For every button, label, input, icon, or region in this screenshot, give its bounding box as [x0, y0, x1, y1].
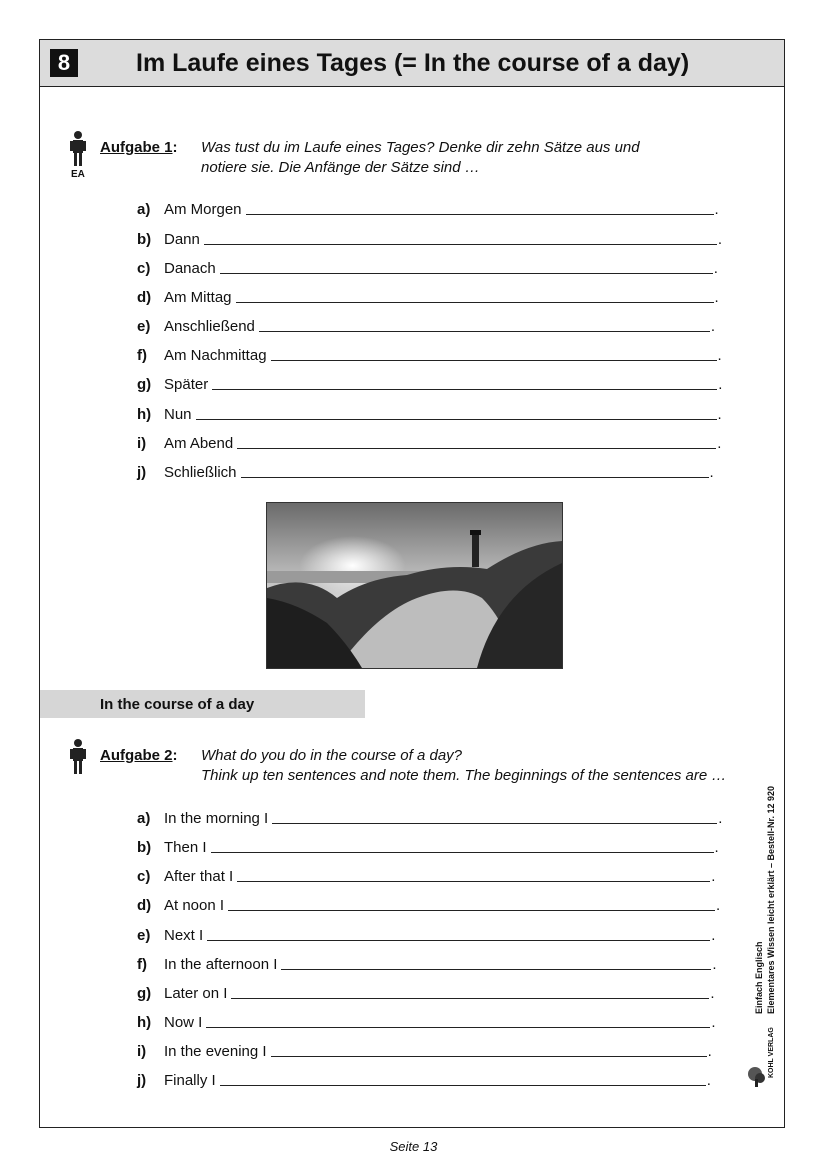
answer-line[interactable]: [212, 375, 717, 390]
period: .: [714, 839, 719, 856]
sentence-start: Dann: [164, 231, 200, 248]
task-1-item: [137, 286, 719, 306]
period: .: [716, 897, 721, 914]
answer-line[interactable]: [259, 317, 710, 332]
period: .: [718, 376, 723, 393]
sentence-start: Am Nachmittag: [164, 347, 267, 364]
sentence-start: Then I: [164, 839, 207, 856]
item-letter: d): [137, 289, 152, 306]
task-2-instruction-line-2: Think up ten sentences and note them. The beginnings of the sentences are …: [201, 767, 727, 784]
period: .: [710, 318, 716, 335]
section-title: In the course of a day: [100, 696, 255, 713]
task-1-item: [137, 373, 722, 393]
period: .: [712, 956, 717, 973]
period: .: [710, 985, 715, 1002]
sidebar-book-title: Einfach Englisch: [754, 941, 764, 1014]
period: .: [714, 201, 719, 218]
answer-line[interactable]: [281, 955, 711, 970]
student-figure-icon: [70, 130, 86, 168]
period: .: [711, 868, 716, 885]
sentence-start: Am Morgen: [164, 201, 242, 218]
item-letter: g): [137, 985, 152, 1002]
task-1-instruction-line-1: Was tust du im Laufe eines Tages? Denke dir zehn Sätze aus und: [201, 139, 640, 156]
item-letter: e): [137, 927, 151, 944]
period: .: [717, 435, 722, 452]
period: .: [711, 1014, 716, 1031]
answer-line[interactable]: [231, 984, 709, 999]
task-2-item: [137, 865, 715, 885]
answer-line[interactable]: [237, 867, 710, 882]
item-letter: b): [137, 839, 152, 856]
task-1-item: [137, 432, 721, 452]
header-bar: [40, 40, 784, 87]
sentence-start: In the afternoon I: [164, 956, 278, 973]
answer-line[interactable]: [237, 434, 716, 449]
task-2-item: [137, 1069, 711, 1089]
item-letter: c): [137, 868, 151, 885]
answer-line[interactable]: [206, 1013, 710, 1028]
task-1-item: [137, 315, 715, 335]
sentence-start: In the evening I: [164, 1043, 267, 1060]
task-2-item: [137, 836, 719, 856]
publisher-name: KOHL VERLAG: [768, 1027, 775, 1078]
item-letter: j): [137, 464, 147, 481]
period: .: [713, 260, 718, 277]
item-letter: d): [137, 897, 152, 914]
sentence-start: Nun: [164, 406, 192, 423]
item-letter: e): [137, 318, 151, 335]
answer-line[interactable]: [241, 463, 709, 478]
period: .: [718, 810, 723, 827]
sentence-start: Später: [164, 376, 209, 393]
sentence-start: Finally I: [164, 1072, 216, 1089]
worksheet-frame: [39, 39, 785, 1128]
item-letter: h): [137, 406, 152, 423]
sentence-start: After that I: [164, 868, 234, 885]
period: .: [711, 927, 716, 944]
period: .: [717, 231, 723, 248]
page-title: Im Laufe eines Tages (= In the course of a day): [136, 49, 690, 77]
sentence-start: At noon I: [164, 897, 225, 914]
lighthouse-dunes-photo: [266, 502, 563, 669]
answer-line[interactable]: [211, 838, 714, 853]
task-2-item: [137, 924, 715, 944]
sentence-start: Danach: [164, 260, 216, 277]
task-1-item: [137, 228, 722, 248]
sidebar-order-number: Elementares Wissen leicht erklärt – Bestell-Nr. 12 920: [766, 785, 776, 1014]
period: .: [717, 406, 722, 423]
task-2-label: Aufgabe 2:: [100, 747, 178, 764]
item-letter: h): [137, 1014, 152, 1031]
ea-badge: EA: [71, 169, 85, 180]
answer-line[interactable]: [196, 405, 717, 420]
answer-line[interactable]: [220, 1071, 706, 1086]
sentence-start: Next I: [164, 927, 204, 944]
answer-line[interactable]: [271, 346, 717, 361]
answer-line[interactable]: [236, 288, 714, 303]
answer-line[interactable]: [272, 809, 717, 824]
period: .: [707, 1043, 712, 1060]
answer-line[interactable]: [204, 230, 717, 245]
answer-line[interactable]: [207, 926, 710, 941]
publisher-logo-icon: [746, 1064, 768, 1088]
item-letter: f): [137, 347, 147, 364]
task-1-item: [137, 198, 719, 218]
period: .: [709, 464, 714, 481]
chapter-number: 8: [50, 49, 78, 77]
task-2-item: [137, 894, 720, 914]
publisher-sidebar: [752, 760, 792, 1080]
answer-line[interactable]: [271, 1042, 707, 1057]
sentence-start: Anschließend: [164, 318, 255, 335]
sentence-start: Now I: [164, 1014, 203, 1031]
sentence-start: Schließlich: [164, 464, 237, 481]
task-1-item: [137, 403, 722, 423]
item-letter: a): [137, 201, 151, 218]
task-1-item: [137, 461, 714, 481]
page-number: Seite 13: [389, 1139, 438, 1154]
item-letter: j): [137, 1072, 147, 1089]
item-letter: i): [137, 1043, 147, 1060]
student-figure-icon: [70, 738, 86, 776]
answer-line[interactable]: [220, 259, 713, 274]
answer-line[interactable]: [246, 200, 714, 215]
period: .: [706, 1072, 711, 1089]
task-2-item: [137, 953, 717, 973]
item-letter: f): [137, 956, 147, 973]
task-1-item: [137, 257, 718, 277]
item-letter: a): [137, 810, 151, 827]
sentence-start: Am Abend: [164, 435, 234, 452]
sentence-start: In the morning I: [164, 810, 269, 827]
task-2-item: [137, 1011, 716, 1031]
task-2-item: [137, 807, 722, 827]
period: .: [714, 289, 719, 306]
section-bar: [40, 690, 365, 718]
answer-line[interactable]: [228, 896, 715, 911]
item-letter: c): [137, 260, 151, 277]
period: .: [717, 347, 722, 364]
task-1-item: [137, 344, 722, 364]
task-2-item: [137, 982, 715, 1002]
item-letter: i): [137, 435, 147, 452]
item-letter: b): [137, 231, 152, 248]
task-2-instruction-line-1: What do you do in the course of a day?: [201, 747, 462, 764]
task-1-instruction-line-2: notiere sie. Die Anfänge der Sätze sind …: [201, 159, 480, 176]
sentence-start: Later on I: [164, 985, 228, 1002]
item-letter: g): [137, 376, 152, 393]
task-2-item: [137, 1040, 712, 1060]
task-1-label: Aufgabe 1:: [100, 139, 178, 156]
sentence-start: Am Mittag: [164, 289, 232, 306]
